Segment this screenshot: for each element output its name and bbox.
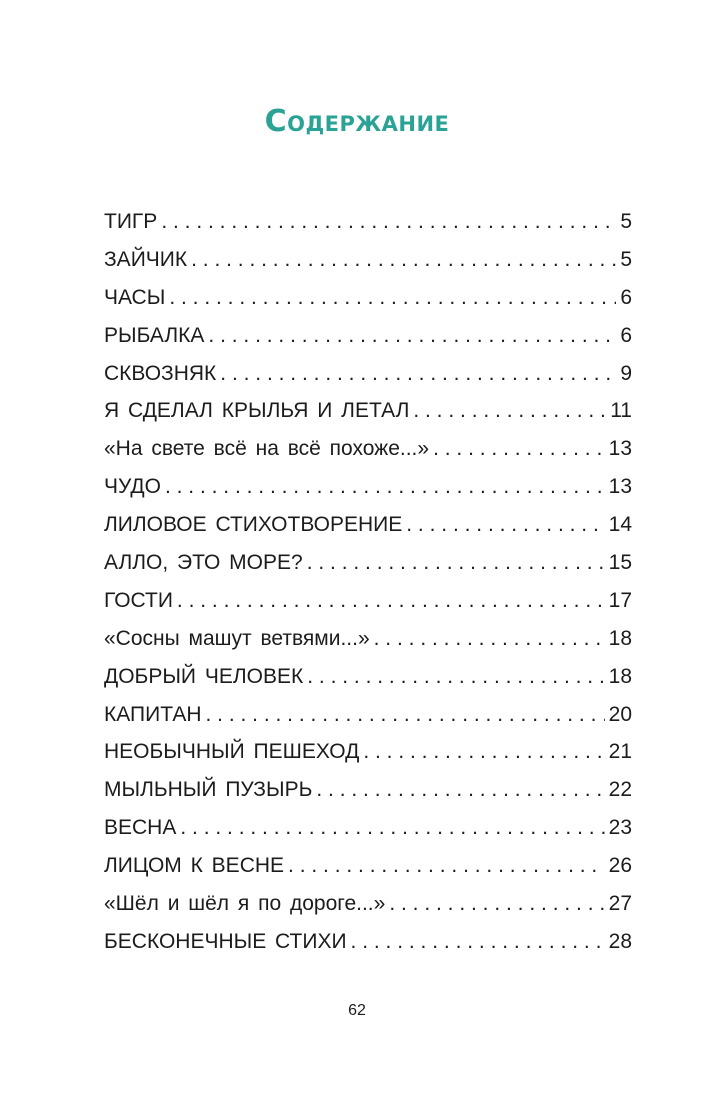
dot-leader <box>363 733 604 771</box>
toc-entry <box>104 771 632 809</box>
dot-leader <box>288 847 605 885</box>
toc-entry-page: 22 <box>608 778 632 802</box>
toc-entry-page: 23 <box>608 816 632 840</box>
toc-entry <box>104 809 632 847</box>
dot-leader <box>220 355 616 393</box>
table-of-contents <box>104 203 632 961</box>
toc-entry <box>104 468 632 506</box>
dot-leader <box>208 317 616 355</box>
dot-leader <box>177 582 605 620</box>
toc-entry-page: 21 <box>608 740 632 764</box>
toc-entry-title: ЧУДО <box>104 475 161 499</box>
toc-entry-page: 6 <box>620 323 632 347</box>
toc-entry-title: «Шёл и шёл я по дороге...» <box>104 892 386 916</box>
toc-entry <box>104 355 632 393</box>
toc-entry-title: ГОСТИ <box>104 588 173 612</box>
toc-entry-page: 6 <box>620 285 632 309</box>
toc-entry-page: 17 <box>608 588 632 612</box>
toc-entry-title: ЛИЦОМ К ВЕСНЕ <box>104 854 285 878</box>
dot-leader <box>389 885 604 923</box>
toc-entry-page: 15 <box>608 551 632 575</box>
toc-entry-page: 14 <box>608 513 632 537</box>
toc-entry <box>104 620 632 658</box>
toc-entry <box>104 847 632 885</box>
dot-leader <box>191 241 616 279</box>
toc-entry-page: 28 <box>608 929 632 953</box>
dot-leader <box>351 923 605 961</box>
toc-entry-title: Я СДЕЛАЛ КРЫЛЬЯ И ЛЕТАЛ <box>104 399 410 423</box>
toc-entry <box>104 430 632 468</box>
dot-leader <box>161 203 616 241</box>
dot-leader <box>374 620 605 658</box>
toc-entry-page: 13 <box>608 475 632 499</box>
toc-entry-title: ЛИЛОВОЕ СТИХОТВОРЕНИЕ <box>104 513 403 537</box>
toc-entry-page: 26 <box>608 854 632 878</box>
toc-entry-title: БЕСКОНЕЧНЫЕ СТИХИ <box>104 929 347 953</box>
toc-entry <box>104 279 632 317</box>
toc-entry-page: 13 <box>608 437 632 461</box>
toc-entry-page: 9 <box>620 361 632 385</box>
page-number: 62 <box>348 1002 366 1019</box>
toc-entry <box>104 241 632 279</box>
toc-entry-page: 5 <box>620 247 632 271</box>
toc-entry <box>104 885 632 923</box>
toc-entry <box>104 203 632 241</box>
toc-entry <box>104 923 632 961</box>
toc-entry-title: НЕОБЫЧНЫЙ ПЕШЕХОД <box>104 740 360 764</box>
toc-entry <box>104 506 632 544</box>
dot-leader <box>316 771 604 809</box>
toc-entry-page: 11 <box>610 399 632 423</box>
dot-leader <box>413 392 606 430</box>
dot-leader <box>169 279 616 317</box>
toc-entry-title: «Сосны машут ветвями...» <box>104 626 370 650</box>
toc-entry-title: КАПИТАН <box>104 702 202 726</box>
toc-entry-title: ТИГР <box>104 210 158 233</box>
toc-entry-title: ЧАСЫ <box>104 285 166 309</box>
toc-entry <box>104 544 632 582</box>
toc-entry-title: ДОБРЫЙ ЧЕЛОВЕК <box>104 664 304 688</box>
page-title: Содержание <box>264 104 450 139</box>
toc-entry-title: СКВОЗНЯК <box>104 361 217 385</box>
toc-entry <box>104 582 632 620</box>
toc-entry-title: АЛЛО, ЭТО МОРЕ? <box>104 551 303 575</box>
toc-entry-title: ЗАЙЧИК <box>104 247 188 271</box>
dot-leader <box>433 430 605 468</box>
dot-leader <box>307 544 605 582</box>
dot-leader <box>180 809 604 847</box>
toc-entry <box>104 317 632 355</box>
toc-entry-page: 20 <box>608 702 632 726</box>
toc-entry <box>104 696 632 734</box>
toc-entry <box>104 658 632 696</box>
toc-entry-page: 5 <box>620 210 632 233</box>
toc-entry-page: 18 <box>608 626 632 650</box>
dot-leader <box>307 658 604 696</box>
toc-entry <box>104 392 632 430</box>
toc-entry-title: «На свете всё на всё похоже...» <box>104 437 430 461</box>
dot-leader <box>165 468 605 506</box>
dot-leader <box>206 696 605 734</box>
toc-entry-title: МЫЛЬНЫЙ ПУЗЫРЬ <box>104 778 313 802</box>
toc-entry-title: ВЕСНА <box>104 816 177 840</box>
toc-entry <box>104 733 632 771</box>
toc-entry-page: 18 <box>608 664 632 688</box>
toc-entry-title: РЫБАЛКА <box>104 323 205 347</box>
toc-entry-page: 27 <box>608 892 632 916</box>
dot-leader <box>406 506 604 544</box>
